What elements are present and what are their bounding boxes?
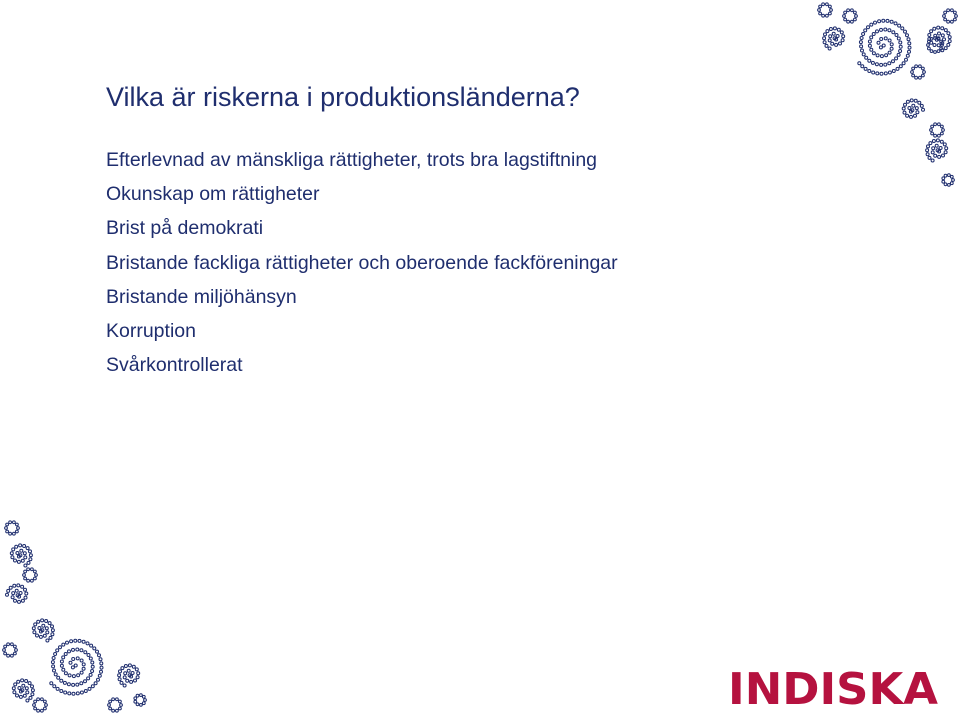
swirl-ornament-top-right-icon	[810, 0, 960, 195]
bullet-item: Korruption	[106, 319, 196, 342]
svg-text:INDISKA: INDISKA	[728, 664, 938, 709]
bullet-item: Okunskap om rättigheter	[106, 183, 320, 206]
bullet-item: Bristande miljöhänsyn	[106, 285, 297, 308]
bullet-list	[106, 148, 618, 387]
bullet-item: Svårkontrollerat	[106, 354, 243, 377]
swirl-ornament-bottom-left-icon	[0, 520, 150, 715]
slide-title: Vilka är riskerna i produktionsländerna?	[106, 82, 580, 112]
indiska-logo	[726, 664, 940, 709]
bullet-item: Efterlevnad av mänskliga rättigheter, trots bra lagstiftning	[106, 149, 598, 171]
bullet-item: Brist på demokrati	[106, 217, 264, 240]
bullet-item: Bristande fackliga rättigheter och oberoende fackföreningar	[106, 251, 618, 274]
